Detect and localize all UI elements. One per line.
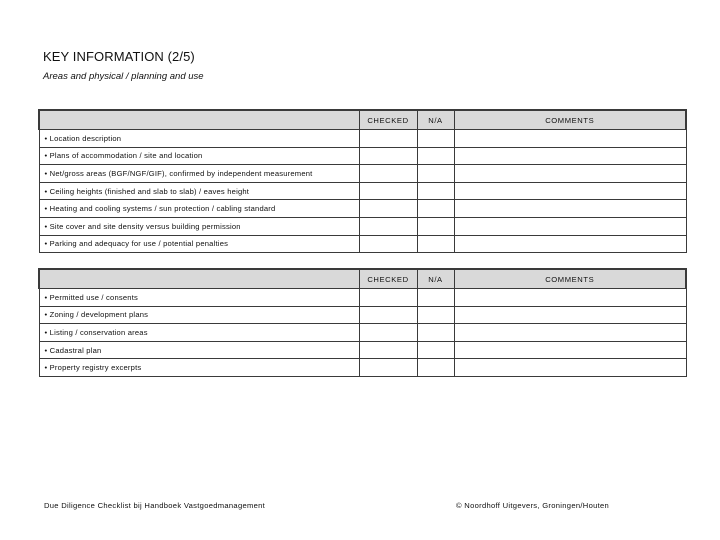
- comments-cell[interactable]: [454, 324, 686, 342]
- item-description: • Listing / conservation areas: [39, 324, 359, 342]
- comments-cell[interactable]: [454, 289, 686, 307]
- table-row: [39, 289, 686, 307]
- na-cell[interactable]: [417, 147, 454, 165]
- na-cell[interactable]: [417, 324, 454, 342]
- footer-source: Due Diligence Checklist bij Handboek Vastgoedmanagement: [44, 501, 266, 510]
- checked-cell[interactable]: [359, 324, 417, 342]
- table-row: [39, 147, 686, 165]
- table-header-row: [39, 269, 686, 289]
- column-header-comments: COMMENTS: [454, 269, 686, 289]
- na-cell[interactable]: [417, 130, 454, 148]
- checked-cell[interactable]: [359, 359, 417, 377]
- checked-cell[interactable]: [359, 217, 417, 235]
- table-row: [39, 235, 686, 253]
- comments-cell[interactable]: [454, 306, 686, 324]
- table-row: [39, 130, 686, 148]
- table-row: [39, 200, 686, 218]
- column-header-na: N/A: [417, 269, 454, 289]
- na-cell[interactable]: [417, 306, 454, 324]
- checked-cell[interactable]: [359, 200, 417, 218]
- table-row: [39, 306, 686, 324]
- checked-cell[interactable]: [359, 289, 417, 307]
- table-row: [39, 217, 686, 235]
- na-cell[interactable]: [417, 200, 454, 218]
- item-description: • Cadastral plan: [39, 341, 359, 359]
- item-description: • Parking and adequacy for use / potential penalties: [39, 235, 359, 253]
- comments-cell[interactable]: [454, 235, 686, 253]
- item-description: • Plans of accommodation / site and location: [39, 147, 359, 165]
- comments-cell[interactable]: [454, 217, 686, 235]
- comments-cell[interactable]: [454, 182, 686, 200]
- table-header-row: [39, 110, 686, 130]
- na-cell[interactable]: [417, 359, 454, 377]
- header-blank-cell: [39, 110, 359, 130]
- table-row: [39, 324, 686, 342]
- item-description: • Location description: [39, 130, 359, 148]
- checked-cell[interactable]: [359, 306, 417, 324]
- item-description: • Heating and cooling systems / sun protection / cabling standard: [39, 200, 359, 218]
- table-row: [39, 165, 686, 183]
- comments-cell[interactable]: [454, 165, 686, 183]
- item-description: • Property registry excerpts: [39, 359, 359, 377]
- header-blank-cell: [39, 269, 359, 289]
- table-row: [39, 341, 686, 359]
- na-cell[interactable]: [417, 182, 454, 200]
- table-row: [39, 359, 686, 377]
- na-cell[interactable]: [417, 165, 454, 183]
- column-header-comments: COMMENTS: [454, 110, 686, 130]
- footer-copyright: © Noordhoff Uitgevers, Groningen/Houten: [456, 501, 610, 510]
- na-cell[interactable]: [417, 289, 454, 307]
- table-row: [39, 182, 686, 200]
- checked-cell[interactable]: [359, 165, 417, 183]
- comments-cell[interactable]: [454, 200, 686, 218]
- item-description: • Site cover and site density versus building permission: [39, 217, 359, 235]
- checked-cell[interactable]: [359, 182, 417, 200]
- comments-cell[interactable]: [454, 341, 686, 359]
- na-cell[interactable]: [417, 341, 454, 359]
- column-header-checked: CHECKED: [359, 269, 417, 289]
- checked-cell[interactable]: [359, 341, 417, 359]
- item-description: • Ceiling heights (finished and slab to slab) / eaves height: [39, 182, 359, 200]
- comments-cell[interactable]: [454, 130, 686, 148]
- item-description: • Zoning / development plans: [39, 306, 359, 324]
- checked-cell[interactable]: [359, 235, 417, 253]
- checked-cell[interactable]: [359, 147, 417, 165]
- comments-cell[interactable]: [454, 147, 686, 165]
- page-title: KEY INFORMATION (2/5): [43, 49, 195, 64]
- comments-cell[interactable]: [454, 359, 686, 377]
- column-header-na: N/A: [417, 110, 454, 130]
- item-description: • Net/gross areas (BGF/NGF/GIF), confirmed by independent measurement: [39, 165, 359, 183]
- na-cell[interactable]: [417, 235, 454, 253]
- item-description: • Permitted use / consents: [39, 289, 359, 307]
- page-subtitle: Areas and physical / planning and use: [43, 71, 204, 82]
- column-header-checked: CHECKED: [359, 110, 417, 130]
- checked-cell[interactable]: [359, 130, 417, 148]
- checklist-table-areas: [38, 109, 687, 253]
- checklist-table-planning: [38, 268, 687, 377]
- na-cell[interactable]: [417, 217, 454, 235]
